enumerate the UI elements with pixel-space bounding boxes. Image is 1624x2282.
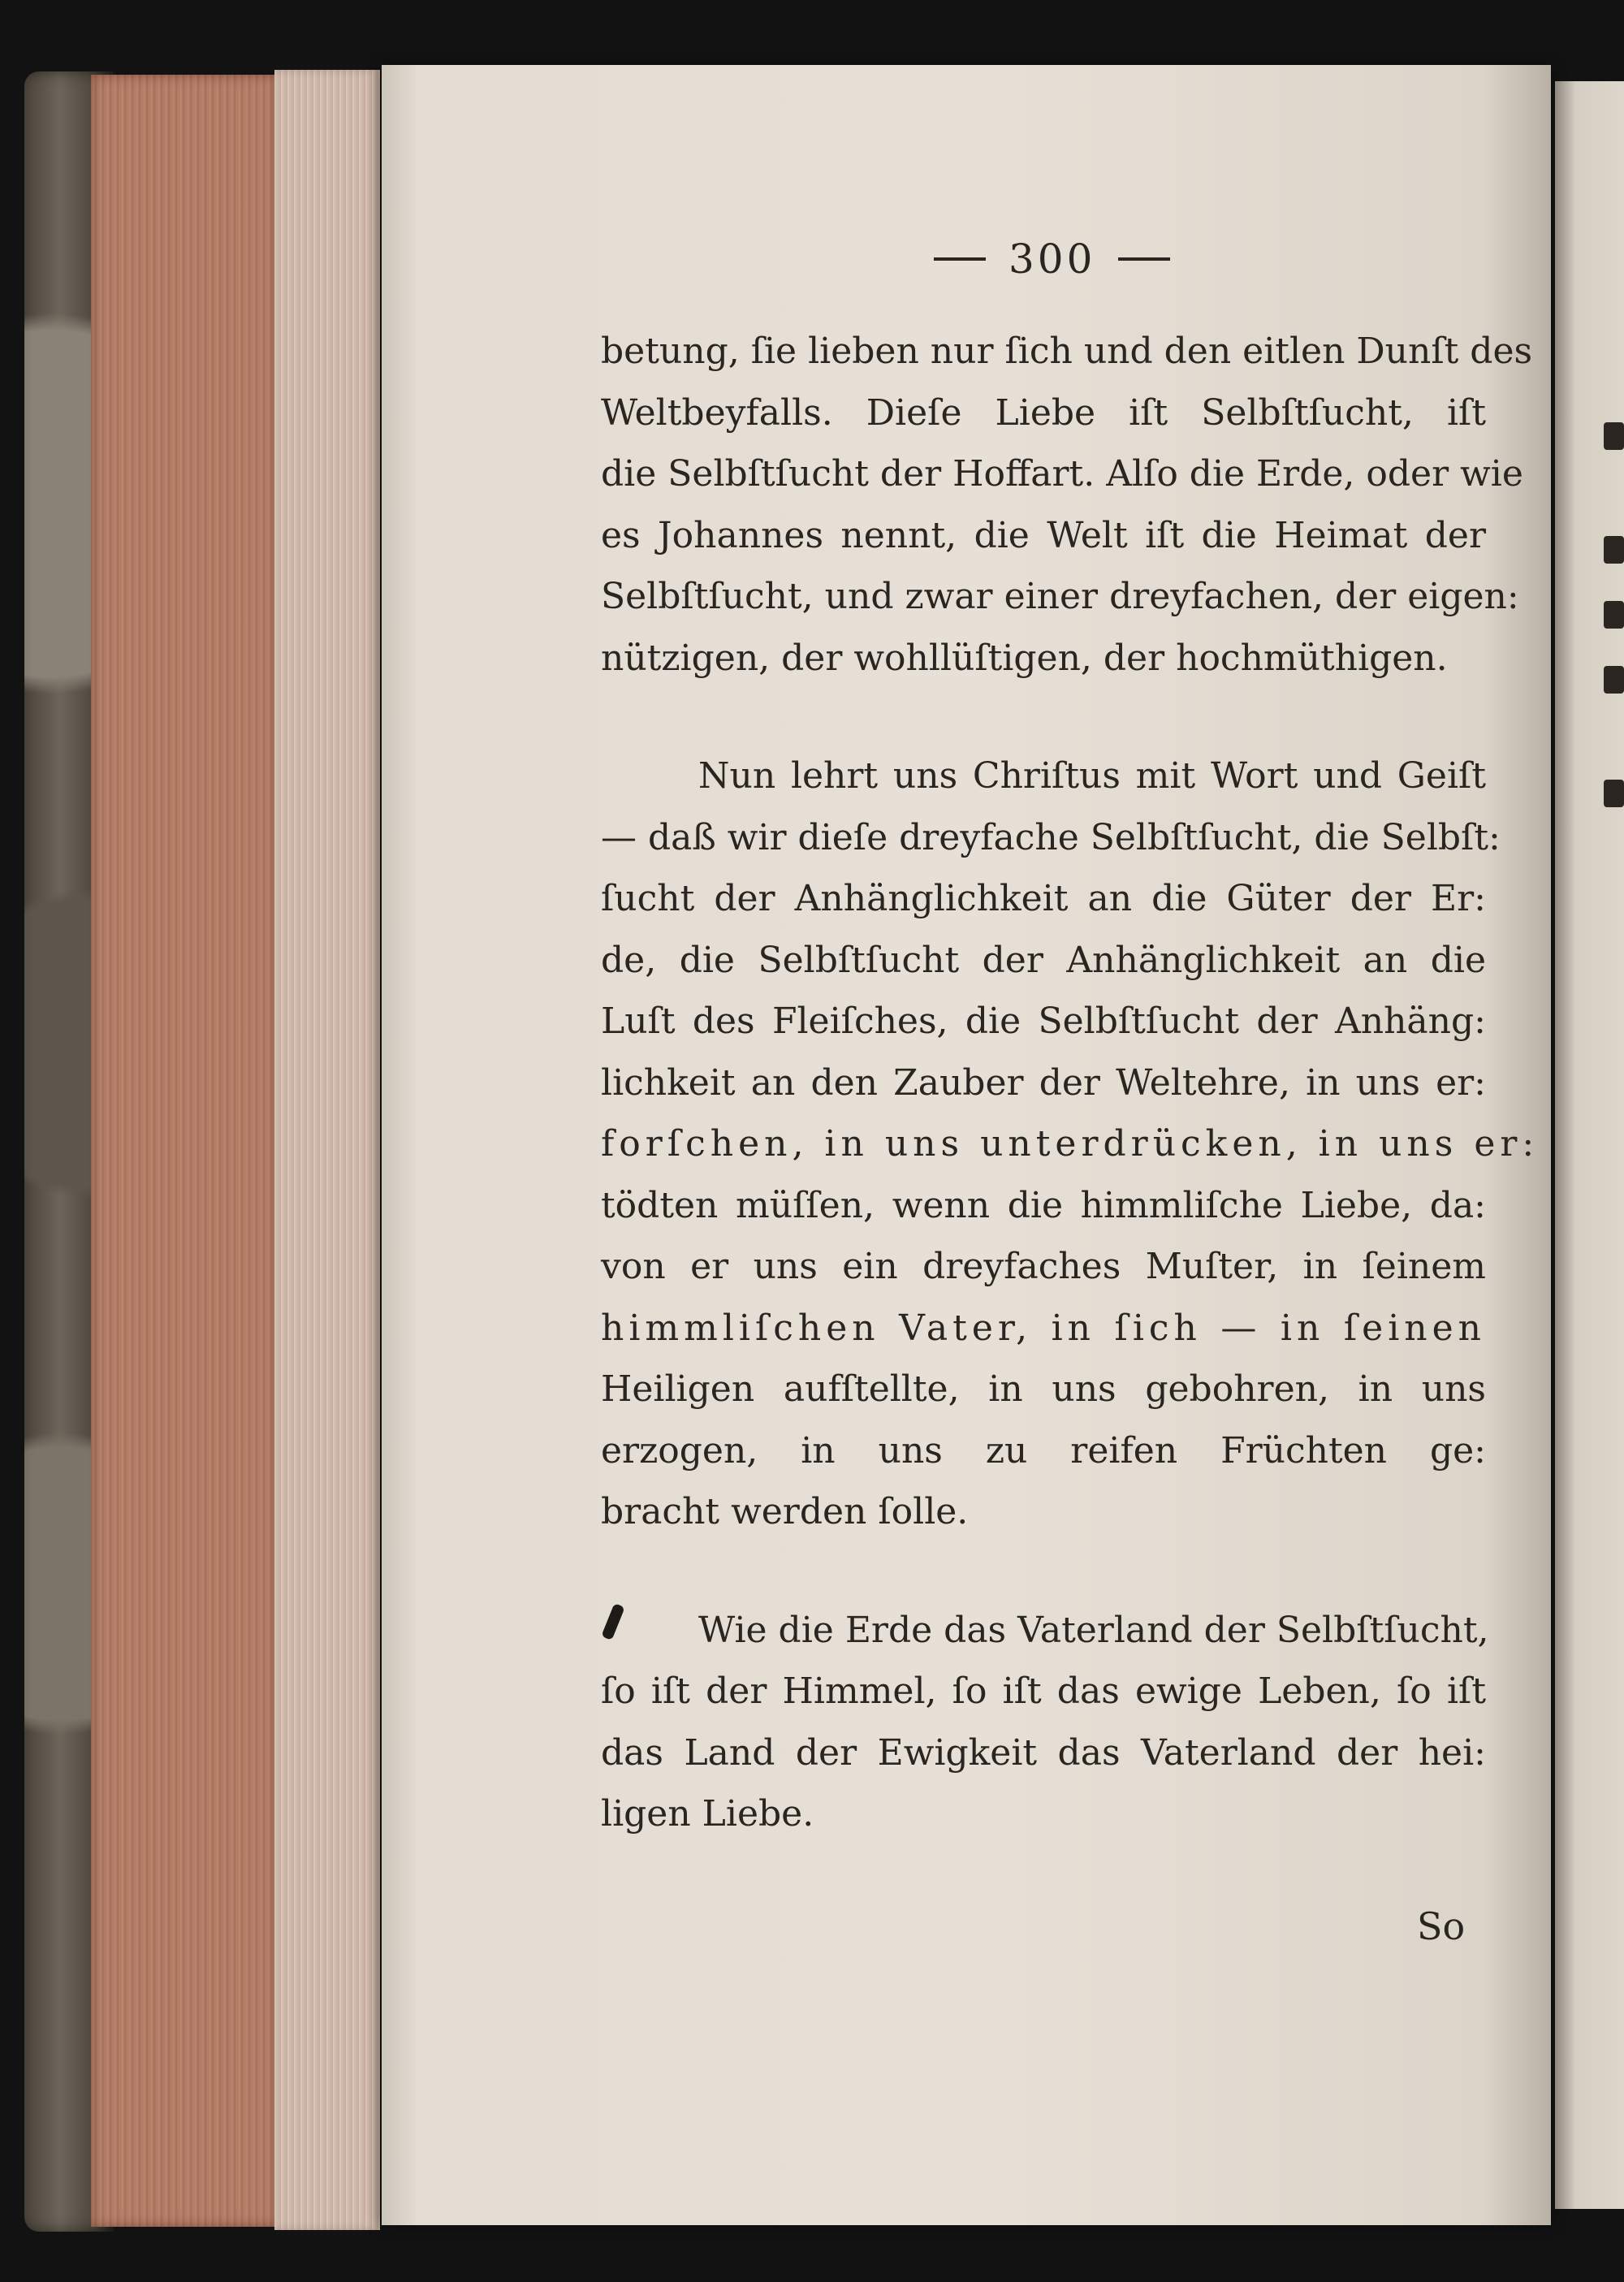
dash-left	[934, 257, 986, 261]
text-line: das Land der Ewigkeit das Vaterland der hei:	[601, 1731, 1486, 1774]
text-line: bracht werden ſolle.	[601, 1491, 969, 1532]
paragraph-gap	[601, 1543, 1486, 1600]
text-line: ligen Liebe.	[601, 1793, 814, 1835]
text-line: tödten müſſen, wenn die himmliſche Liebe, da:	[601, 1184, 1486, 1226]
text-line: lichkeit an den Zauber der Weltehre, in uns er:	[601, 1061, 1486, 1104]
facing-page-glyph	[1604, 666, 1624, 694]
text-line: Luſt des Fleiſches, die Selbſtſucht der Anhäng:	[601, 1001, 1486, 1042]
text-line: forſchen, in uns unterdrücken, in uns er:	[601, 1123, 1540, 1165]
paragraph-2	[601, 746, 1540, 1543]
text-line: Wie die Erde das Vaterland der Selbſtſucht,	[698, 1609, 1489, 1651]
paragraph-1	[601, 321, 1533, 689]
body-text	[601, 321, 1540, 1845]
text-line: Nun lehrt uns Chriſtus mit Wort und Geiſt	[698, 755, 1486, 797]
text-line: Selbſtſucht, und zwar einer dreyfachen, der eigen:	[601, 576, 1519, 617]
text-line: es Johannes nennt, die Welt iſt die Heimat der	[601, 514, 1486, 556]
paragraph-3	[601, 1600, 1489, 1845]
facing-page-edge	[1555, 81, 1624, 2209]
dash-right	[1118, 257, 1170, 261]
text-line: — daß wir dieſe dreyfache Selbſtſucht, die Selbſt:	[601, 816, 1501, 858]
facing-page-glyph	[1604, 601, 1624, 629]
text-line: nützigen, der wohllüſtigen, der hochmüthigen.	[601, 637, 1448, 679]
page-number-value: 300	[1009, 236, 1096, 283]
facing-page-glyph	[1604, 780, 1624, 807]
text-line: Weltbeyfalls. Dieſe Liebe iſt Selbſtſucht, iſt	[601, 391, 1486, 434]
text-line: Heiligen aufſtellte, in uns gebohren, in uns	[601, 1368, 1486, 1410]
text-line: von er uns ein dreyfaches Muſter, in ſeinem	[601, 1246, 1486, 1287]
facing-page-glyph	[1604, 536, 1624, 564]
paragraph-gap	[601, 689, 1486, 746]
text-line: ſucht der Anhänglichkeit an die Güter der Er:	[601, 878, 1486, 919]
text-line: die Selbſtſucht der Hoffart. Alſo die Erde, oder wie	[601, 453, 1523, 495]
text-line: himmliſchen Vater, in ſich — in ſeinen	[601, 1307, 1486, 1349]
catchword: So	[1417, 1904, 1466, 1948]
text-line: de, die Selbſtſucht der Anhänglichkeit an die	[601, 939, 1486, 981]
text-line: betung, ſie lieben nur ſich und den eitlen Dunſt des	[601, 331, 1533, 372]
page-number	[934, 236, 1170, 283]
page-edges	[91, 75, 278, 2227]
text-line: erzogen, in uns zu reifen Früchten ge:	[601, 1429, 1486, 1472]
facing-page-glyph	[1604, 422, 1624, 450]
page-edges-inner	[274, 70, 380, 2230]
text-line: ſo iſt der Himmel, ſo iſt das ewige Leben, ſo iſt	[601, 1670, 1486, 1712]
